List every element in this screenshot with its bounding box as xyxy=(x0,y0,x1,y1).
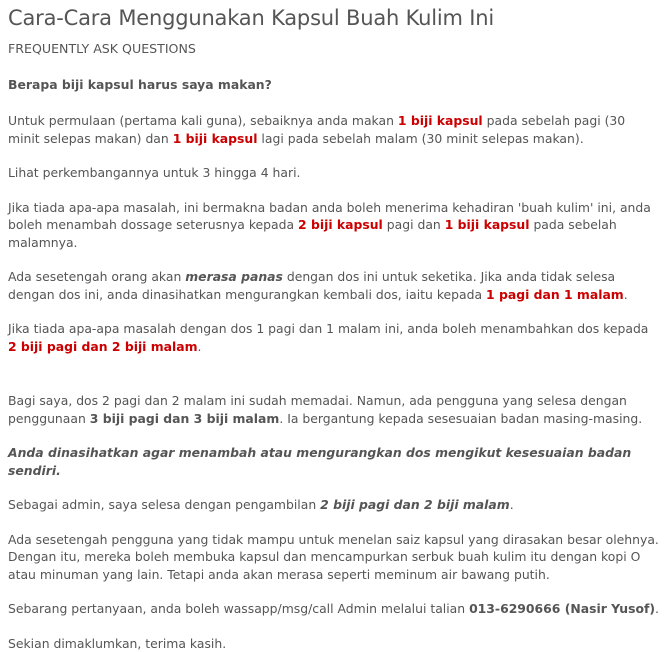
highlight-dose: 1 biji kapsul xyxy=(173,131,258,146)
text: . xyxy=(624,287,628,302)
paragraph-feeling-hot xyxy=(8,268,660,303)
text: pada sebelah malamnya. xyxy=(8,217,617,250)
text: pada sebelah pagi (30 minit selepas makan) dan xyxy=(8,113,625,146)
text: . xyxy=(198,339,202,354)
faq-heading: FREQUENTLY ASK QUESTIONS xyxy=(8,40,660,58)
highlight-dose: 2 biji kapsul xyxy=(298,217,383,232)
paragraph-initial-dose xyxy=(8,112,660,147)
paragraph-advice: Anda dinasihatkan agar menambah atau mengurangkan dos mengikut kesesuaian badan sendiri. xyxy=(8,444,660,479)
paragraph-add-dose xyxy=(8,320,660,355)
question: Berapa biji kapsul harus saya makan? xyxy=(8,76,660,94)
highlight-dose: 1 pagi dan 1 malam xyxy=(486,287,624,302)
text: dengan dos ini untuk seketika. Jika anda tidak selesa dengan dos ini, anda dinasihatkan mengurangkan kembali dos, iaitu kepada xyxy=(8,269,615,302)
text: lagi pada sebelah malam (30 minit selepas makan). xyxy=(257,131,583,146)
paragraph-increase-dose xyxy=(8,199,660,252)
contact-number: 013-6290666 (Nasir Yusof) xyxy=(469,601,655,616)
text: Jika tiada apa-apa masalah, ini bermakna badan anda boleh menerima kehadiran 'buah kulim' ini, anda boleh menambah dossage seterusnya kepada xyxy=(8,200,651,233)
highlight-dose: 2 biji pagi dan 2 biji malam xyxy=(8,339,198,354)
text: Sebarang pertanyaan, anda boleh wassapp/msg/call Admin melalui talian xyxy=(8,601,469,616)
paragraph-admin-dose xyxy=(8,496,660,514)
text: Ada sesetengah orang akan xyxy=(8,269,185,284)
emphasis: merasa panas xyxy=(185,269,283,284)
highlight-dose: 1 biji kapsul xyxy=(398,113,483,128)
text: Sebagai admin, saya selesa dengan pengambilan xyxy=(8,497,320,512)
text: . Ia bergantung kepada sesesuaian badan masing-masing. xyxy=(279,411,642,426)
paragraph-contact xyxy=(8,600,660,618)
text: . xyxy=(510,497,514,512)
paragraph-observe: Lihat perkembangannya untuk 3 hingga 4 hari. xyxy=(8,164,660,182)
bold-dose: 3 biji pagi dan 3 biji malam xyxy=(90,411,280,426)
text: Jika tiada apa-apa masalah dengan dos 1 pagi dan 1 malam ini, anda boleh menambahkan dos kepada xyxy=(8,321,648,336)
spacer xyxy=(8,372,660,392)
paragraph-capsule-tip: Ada sesetengah pengguna yang tidak mampu untuk menelan saiz kapsul yang dirasakan besar olehnya. Dengan itu, mereka boleh membuka kapsul dan mencampurkan serbuk buah kulim itu dengan kopi O atau minuman yang lain. Tetapi anda akan merasa seperti meminum air bawang putih. xyxy=(8,531,660,584)
text: Untuk permulaan (pertama kali guna), sebaiknya anda makan xyxy=(8,113,398,128)
paragraph-closing: Sekian dimaklumkan, terima kasih. xyxy=(8,635,660,652)
text: pagi dan xyxy=(383,217,445,232)
paragraph-personal-dose xyxy=(8,392,660,427)
highlight-dose: 1 biji kapsul xyxy=(445,217,530,232)
text: . xyxy=(655,601,659,616)
emphasis: 2 biji pagi dan 2 biji malam xyxy=(320,497,510,512)
text: Bagi saya, dos 2 pagi dan 2 malam ini sudah memadai. Namun, ada pengguna yang selesa dengan penggunaan xyxy=(8,393,627,426)
page-title: Cara-Cara Menggunakan Kapsul Buah Kulim Ini xyxy=(8,6,660,30)
